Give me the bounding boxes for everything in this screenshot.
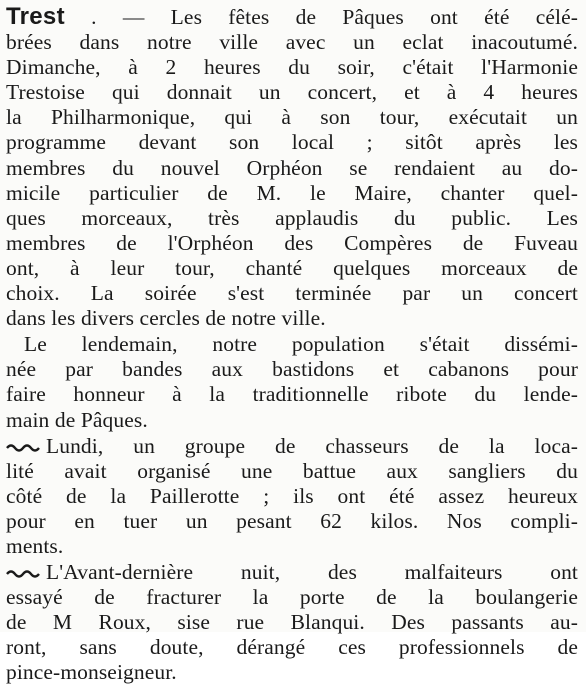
- text-line: ront, sans doute, dérangé ces professionnels de: [6, 635, 578, 660]
- text-line: Trestoise qui donnait un concert, et à 4 heures: [6, 80, 578, 105]
- text-line: lité avait organisé une battue aux sangliers du: [6, 458, 578, 483]
- text-line: faire honneur à la traditionnelle ribote du lende-: [6, 382, 578, 407]
- text-line: [6, 4, 578, 30]
- section-ornament-icon: [6, 568, 40, 580]
- text-line: micile particulier de M. le Maire, chanter quel-: [6, 180, 578, 205]
- section-ornament-icon: [6, 442, 40, 454]
- text-line: membres de l'Orphéon des Compères de Fuveau: [6, 230, 578, 255]
- text-line: ques morceaux, très applaudis du public. Les: [6, 205, 578, 230]
- text-line: choix. La soirée s'est terminée par un concert: [6, 281, 578, 306]
- text-line: main de Pâques.: [6, 407, 148, 432]
- text-line: née par bandes aux bastidons et cabanons pour: [6, 357, 578, 382]
- text-line: pince-monseigneur.: [6, 660, 177, 685]
- text-line: brées dans notre ville avec un eclat inacoutumé.: [6, 30, 578, 55]
- article-headline: Trest: [6, 3, 65, 30]
- text-line: programme devant son local ; sitôt après les: [6, 130, 578, 155]
- ornament-lead-text: Lundi, un groupe de chasseurs de la loca-: [46, 433, 578, 458]
- text-line: dans les divers cercles de notre ville.: [6, 306, 326, 331]
- text-line: la Philharmonique, qui à son tour, exécutait un: [6, 105, 578, 130]
- headline-lead-text: . — Les fêtes de Pâques ont été célé-: [64, 5, 578, 29]
- paragraph-easter-festivities: [6, 4, 578, 331]
- text-line: pour en tuer un pesant 62 kilos. Nos compli-: [6, 508, 578, 533]
- text-line: essayé de fracturer la porte de la boulangerie: [6, 585, 578, 610]
- text-line: [6, 560, 578, 585]
- text-line: membres du nouvel Orphéon se rendaient au do-: [6, 155, 578, 180]
- text-line: Le lendemain, notre population s'était dissémi-: [24, 332, 578, 357]
- text-line: ments.: [6, 533, 64, 558]
- text-line: ont, à leur tour, chanté quelques morceaux de: [6, 255, 578, 280]
- paragraph-easter-monday: [6, 332, 578, 432]
- text-line: de M Roux, sise rue Blanqui. Des passants au-: [6, 610, 578, 635]
- text-line: [6, 434, 578, 459]
- paragraph-attempted-break-in: [6, 560, 578, 685]
- paragraph-boar-hunt: [6, 434, 578, 559]
- text-line: Dimanche, à 2 heures du soir, c'était l'Harmonie: [6, 55, 578, 80]
- text-line: côté de la Paillerotte ; ils ont été assez heureux: [6, 483, 578, 508]
- ornament-lead-text: L'Avant-dernière nuit, des malfaiteurs ont: [46, 560, 578, 585]
